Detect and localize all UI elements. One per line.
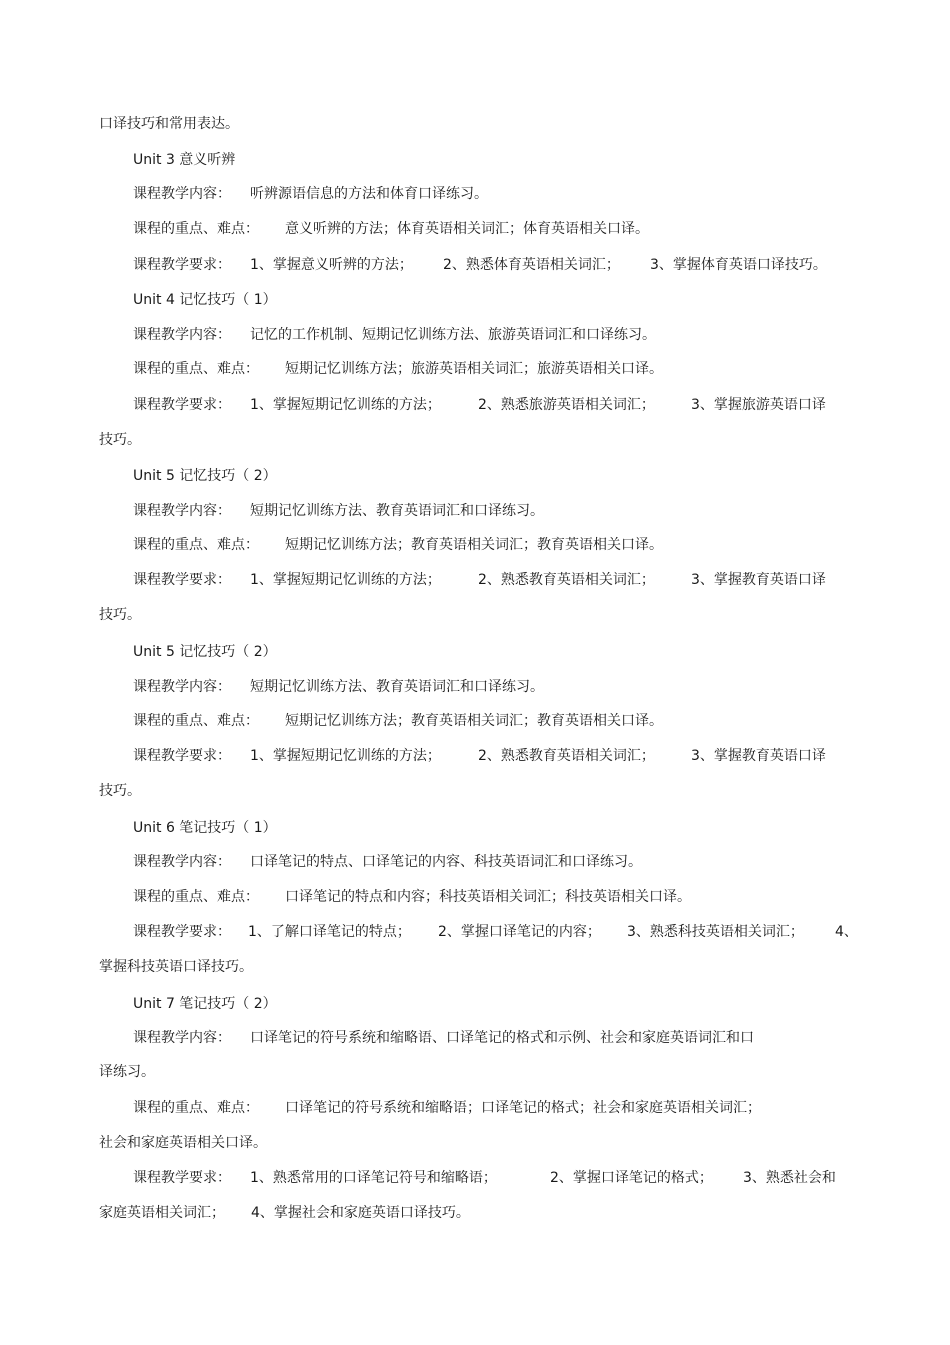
requirement-line	[0, 920, 950, 944]
requirement-item: 2、掌握口译笔记的格式；	[550, 1170, 713, 1186]
requirement-item: 1、了解口译笔记的特点；	[248, 924, 411, 940]
focus-label: 课程的重点、难点：	[133, 889, 259, 905]
requirement-label: 课程教学要求：	[133, 572, 231, 588]
requirement-item: 1、掌握短期记忆训练的方法；	[250, 397, 441, 413]
requirement-label: 课程教学要求：	[133, 257, 231, 273]
content-line	[0, 1026, 950, 1050]
content-label: 课程教学内容：	[133, 1030, 231, 1046]
requirement-continuation	[0, 603, 950, 627]
requirement-line	[0, 393, 950, 417]
unit-title: Unit 3 意义听辨	[133, 152, 236, 168]
content-text: 口译笔记的符号系统和缩略语、口译笔记的格式和示例、社会和家庭英语词汇和口	[250, 1030, 754, 1046]
requirement-line	[0, 1166, 950, 1190]
content-text: 记忆的工作机制、短期记忆训练方法、旅游英语词汇和口译练习。	[250, 327, 656, 343]
content-label: 课程教学内容：	[133, 186, 231, 202]
focus-text: 意义听辨的方法；体育英语相关词汇；体育英语相关口译。	[285, 221, 649, 237]
focus-label: 课程的重点、难点：	[133, 1100, 259, 1116]
content-continuation	[0, 1060, 950, 1084]
focus-line	[0, 709, 950, 733]
content-label: 课程教学内容：	[133, 854, 231, 870]
unit-title: Unit 5 记忆技巧（ 2）	[133, 644, 277, 660]
focus-text: 口译笔记的符号系统和缩略语；口译笔记的格式；社会和家庭英语相关词汇；	[285, 1100, 761, 1116]
unit-heading	[0, 992, 950, 1016]
unit-title: Unit 4 记忆技巧（ 1）	[133, 292, 277, 308]
requirement-item: 3、掌握教育英语口译	[691, 572, 826, 588]
requirement-item: 3、掌握旅游英语口译	[691, 397, 826, 413]
requirement-cont-text: 技巧。	[99, 783, 141, 799]
focus-continuation	[0, 1131, 950, 1155]
unit-title: Unit 7 笔记技巧（ 2）	[133, 996, 277, 1012]
focus-text: 短期记忆训练方法；教育英语相关词汇；教育英语相关口译。	[285, 537, 663, 553]
focus-text: 短期记忆训练方法；旅游英语相关词汇；旅游英语相关口译。	[285, 361, 663, 377]
requirement-item: 4、	[835, 924, 858, 940]
focus-text: 口译笔记的特点和内容；科技英语相关词汇；科技英语相关口译。	[285, 889, 691, 905]
focus-text: 短期记忆训练方法；教育英语相关词汇；教育英语相关口译。	[285, 713, 663, 729]
requirement-cont-text: 技巧。	[99, 432, 141, 448]
requirement-continuation	[0, 1201, 950, 1225]
content-text: 听辨源语信息的方法和体育口译练习。	[250, 186, 488, 202]
unit-heading	[0, 464, 950, 488]
intro-text: 口译技巧和常用表达。	[99, 116, 239, 132]
focus-label: 课程的重点、难点：	[133, 537, 259, 553]
requirement-item: 2、掌握口译笔记的内容；	[438, 924, 601, 940]
unit-heading	[0, 288, 950, 312]
focus-line	[0, 1096, 950, 1120]
requirement-label: 课程教学要求：	[133, 924, 231, 940]
content-text: 口译笔记的特点、口译笔记的内容、科技英语词汇和口译练习。	[250, 854, 642, 870]
unit-heading	[0, 148, 950, 172]
content-text: 短期记忆训练方法、教育英语词汇和口译练习。	[250, 503, 544, 519]
focus-cont-text: 社会和家庭英语相关口译。	[99, 1135, 267, 1151]
requirement-item: 3、熟悉科技英语相关词汇；	[627, 924, 804, 940]
requirement-continuation	[0, 955, 950, 979]
content-label: 课程教学内容：	[133, 503, 231, 519]
requirement-line	[0, 253, 950, 277]
content-line	[0, 499, 950, 523]
focus-label: 课程的重点、难点：	[133, 713, 259, 729]
requirement-item: 3、掌握教育英语口译	[691, 748, 826, 764]
requirement-label: 课程教学要求：	[133, 397, 231, 413]
requirement-item: 2、熟悉旅游英语相关词汇；	[478, 397, 655, 413]
unit-heading	[0, 816, 950, 840]
requirement-item: 3、掌握体育英语口译技巧。	[650, 257, 827, 273]
requirement-label: 课程教学要求：	[133, 748, 231, 764]
requirement-cont-text: 家庭英语相关词汇；	[99, 1205, 225, 1221]
requirement-item: 1、掌握意义听辨的方法；	[250, 257, 413, 273]
paragraph-intro-tail	[0, 112, 950, 136]
requirement-item: 2、熟悉体育英语相关词汇；	[443, 257, 620, 273]
content-line	[0, 850, 950, 874]
focus-line	[0, 533, 950, 557]
requirement-label: 课程教学要求：	[133, 1170, 231, 1186]
requirement-line	[0, 744, 950, 768]
requirement-cont-text: 技巧。	[99, 607, 141, 623]
requirement-item: 1、熟悉常用的口译笔记符号和缩略语；	[250, 1170, 497, 1186]
requirement-continuation	[0, 428, 950, 452]
requirement-item: 3、熟悉社会和	[743, 1170, 836, 1186]
requirement-item: 1、掌握短期记忆训练的方法；	[250, 748, 441, 764]
unit-title: Unit 5 记忆技巧（ 2）	[133, 468, 277, 484]
content-line	[0, 323, 950, 347]
requirement-cont-text: 掌握科技英语口译技巧。	[99, 959, 253, 975]
focus-label: 课程的重点、难点：	[133, 361, 259, 377]
requirement-item: 2、熟悉教育英语相关词汇；	[478, 572, 655, 588]
focus-label: 课程的重点、难点：	[133, 221, 259, 237]
focus-line	[0, 217, 950, 241]
content-label: 课程教学内容：	[133, 679, 231, 695]
focus-line	[0, 885, 950, 909]
content-text: 短期记忆训练方法、教育英语词汇和口译练习。	[250, 679, 544, 695]
requirement-continuation	[0, 779, 950, 803]
focus-line	[0, 357, 950, 381]
requirement-line	[0, 568, 950, 592]
requirement-cont-text: 4、掌握社会和家庭英语口译技巧。	[251, 1205, 470, 1221]
content-cont-text: 译练习。	[99, 1064, 155, 1080]
content-line	[0, 675, 950, 699]
requirement-item: 2、熟悉教育英语相关词汇；	[478, 748, 655, 764]
requirement-item: 1、掌握短期记忆训练的方法；	[250, 572, 441, 588]
content-line	[0, 182, 950, 206]
unit-title: Unit 6 笔记技巧（ 1）	[133, 820, 277, 836]
unit-heading	[0, 640, 950, 664]
content-label: 课程教学内容：	[133, 327, 231, 343]
